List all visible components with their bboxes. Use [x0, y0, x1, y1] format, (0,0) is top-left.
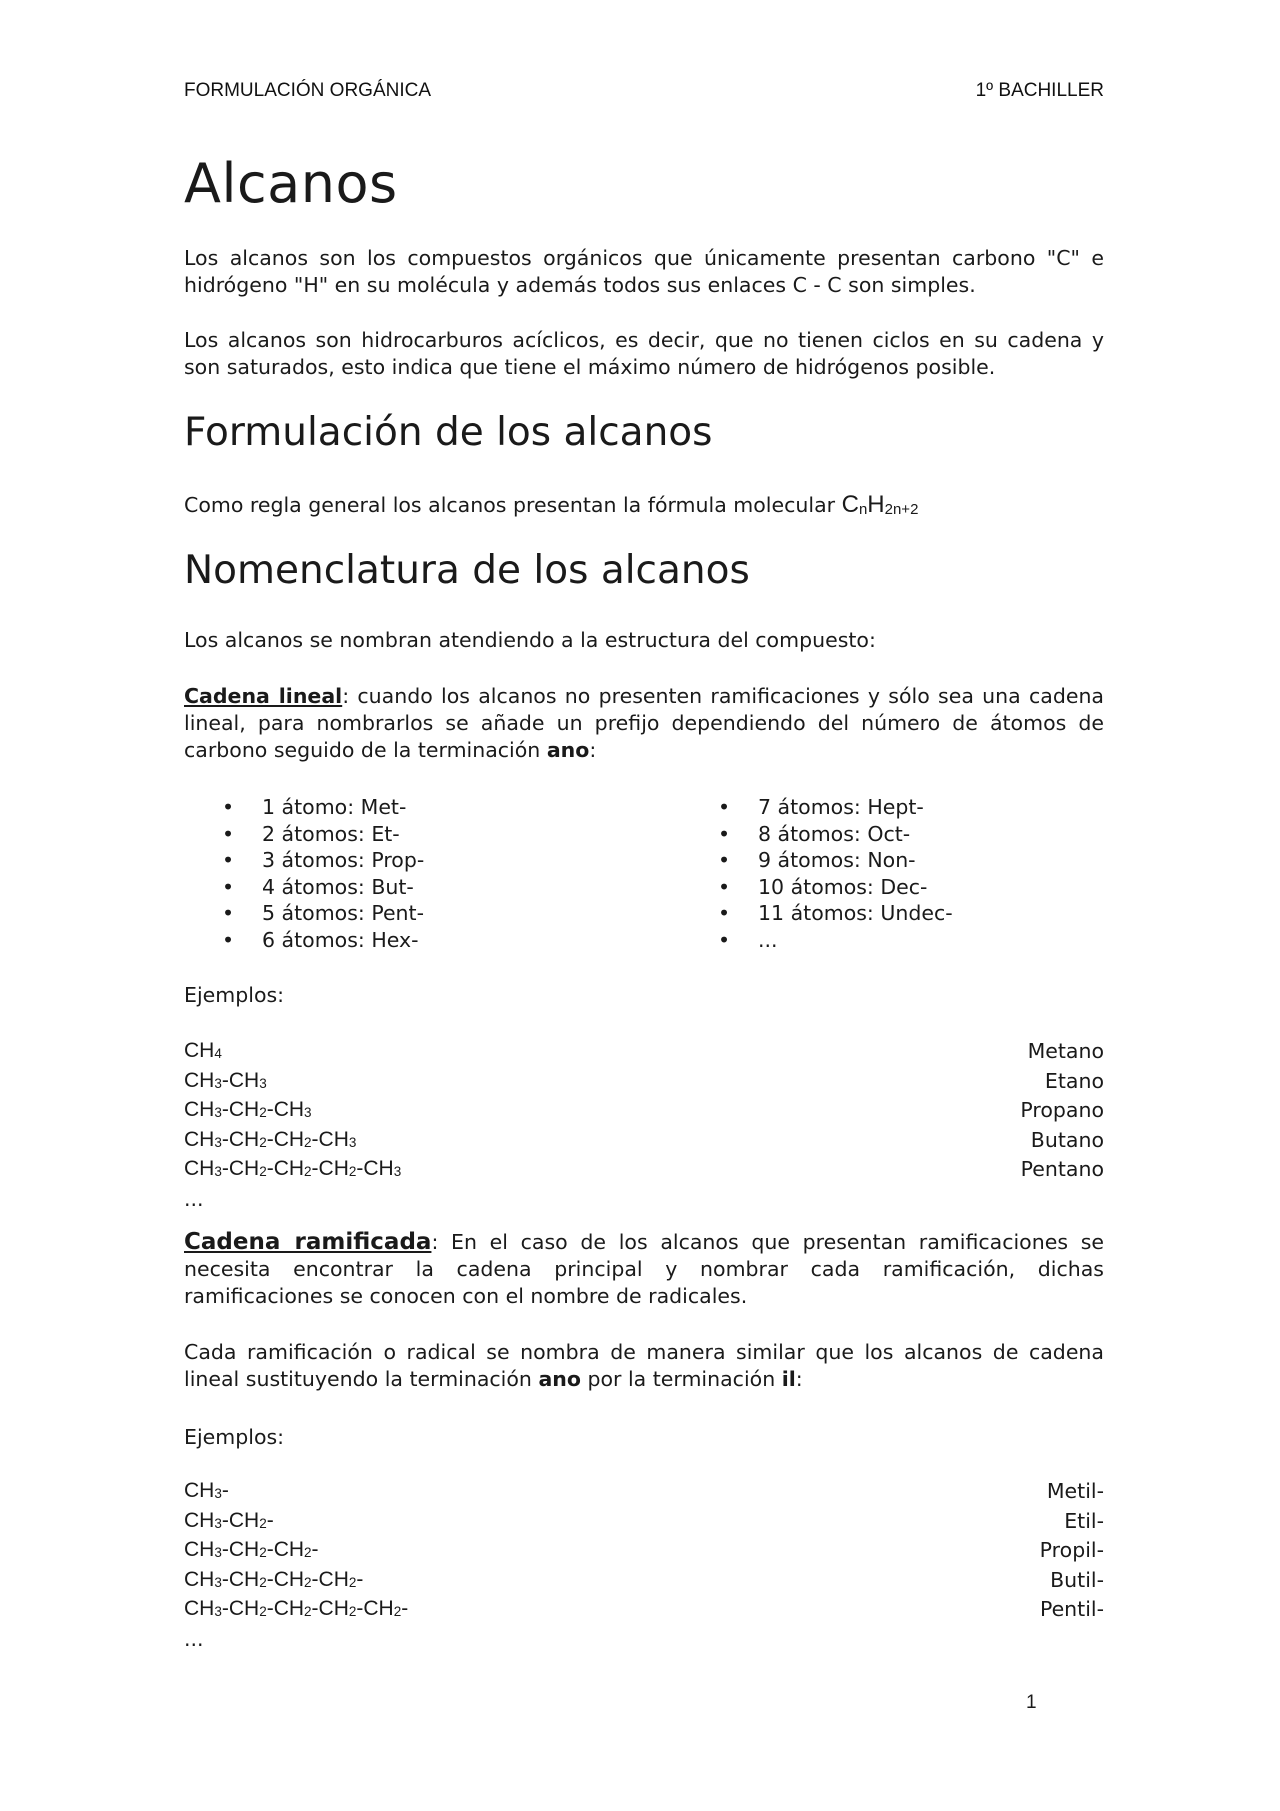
chemical-formula: $CH_4$	[184, 1039, 222, 1062]
page-title: Alcanos	[184, 152, 398, 215]
cadena-lineal-paragraph: Cadena lineal: cuando los alcanos no presenten ramificaciones y sólo sea una cadena lineal, para nombrarlos se añade un prefijo dependiendo del número de átomos de carbono seguido de la terminación ano:	[184, 684, 1104, 762]
radical-row	[184, 1508, 1104, 1538]
compound-name: Propil-	[1039, 1538, 1104, 1562]
page-number: 1	[1026, 1692, 1037, 1713]
header-right: 1º BACHILLER	[975, 80, 1104, 101]
examples-table	[184, 1038, 1104, 1212]
prefix-item: • 10 átomos: Dec-	[680, 874, 1100, 901]
nomenclatura-intro: Los alcanos se nombran atendiendo a la estructura del compuesto:	[184, 628, 876, 652]
example-row	[184, 1127, 1104, 1157]
cadena-ramificada-term: Cadena ramificada	[184, 1229, 432, 1255]
ellipsis: ...	[184, 1186, 204, 1211]
header-left: FORMULACIÓN ORGÁNICA	[184, 80, 432, 101]
compound-name: Propano	[1020, 1098, 1104, 1122]
compound-name: Metano	[1027, 1039, 1104, 1063]
chemical-formula: $CH_3-CH_2-CH_2-CH_2-CH_2-$	[184, 1597, 409, 1620]
chemical-formula: $CH_3-CH_2-CH_2-$	[184, 1538, 319, 1561]
cadena-ramificada-paragraph: Cadena ramificada: En el caso de los alcanos que presentan ramificaciones se necesita encontrar la cadena principal y nombrar cada ramificación, dichas ramificaciones se conocen con el nombre de radicales.	[184, 1229, 1104, 1308]
examples2-label: Ejemplos:	[184, 1425, 285, 1449]
intro-paragraph-2: Los alcanos son hidrocarburos acíclicos, es decir, que no tienen ciclos en su cadena y son saturados, esto indica que tiene el máximo número de hidrógenos posible.	[184, 328, 1104, 379]
chemical-formula: $CH_3-CH_2-CH_3$	[184, 1098, 312, 1121]
compound-name: Pentil-	[1039, 1597, 1104, 1621]
prefix-item: • 7 átomos: Hept-	[680, 794, 1100, 821]
general-formula: $C_nH_{2n+2}$	[841, 491, 919, 518]
compound-name: Pentano	[1020, 1157, 1104, 1181]
chemical-formula: $CH_3-CH_2-CH_2-CH_2-$	[184, 1567, 364, 1591]
example-row	[184, 1097, 1104, 1127]
chemical-formula: $CH_3-CH_2-$	[184, 1508, 274, 1532]
chemical-formula: $CH_3-$	[184, 1479, 229, 1502]
prefix-item: • 5 átomos: Pent-	[184, 900, 644, 927]
compound-name: Butano	[1030, 1127, 1104, 1152]
formula-paragraph	[184, 491, 1104, 523]
examples-label: Ejemplos:	[184, 983, 285, 1007]
prefix-item: • 6 átomos: Hex-	[184, 927, 644, 954]
chemical-formula: $CH_3-CH_2-CH_2-CH_3$	[184, 1127, 357, 1151]
heading-formulacion: Formulación de los alcanos	[184, 410, 713, 455]
prefix-list-right	[680, 794, 1100, 953]
chemical-formula: $CH_3-CH_2-CH_2-CH_2-CH_3$	[184, 1157, 402, 1180]
radical-row	[184, 1567, 1104, 1597]
prefix-list-left	[184, 794, 644, 953]
radical-row	[184, 1596, 1104, 1626]
compound-name: Butil-	[1050, 1567, 1104, 1592]
prefix-item: • 1 átomo: Met-	[184, 794, 644, 821]
prefix-item: • ...	[680, 927, 1100, 954]
radicals-table	[184, 1478, 1104, 1652]
prefix-item: • 8 átomos: Oct-	[680, 821, 1100, 848]
prefix-item: • 4 átomos: But-	[184, 874, 644, 901]
heading-nomenclatura: Nomenclatura de los alcanos	[184, 548, 750, 593]
prefix-item: • 3 átomos: Prop-	[184, 847, 644, 874]
prefix-item: • 11 átomos: Undec-	[680, 900, 1100, 927]
radical-rule-paragraph: Cada ramificación o radical se nombra de manera similar que los alcanos de cadena lineal sustituyendo la terminación ano por la terminación il:	[184, 1340, 1104, 1391]
example-row	[184, 1156, 1104, 1186]
cadena-lineal-term: Cadena lineal	[184, 684, 343, 708]
radical-row	[184, 1537, 1104, 1567]
chemical-formula: $CH_3-CH_3$	[184, 1068, 267, 1092]
example-row	[184, 1068, 1104, 1098]
ellipsis: ...	[184, 1626, 204, 1651]
intro-paragraph-1: Los alcanos son los compuestos orgánicos que únicamente presentan carbono "C" e hidrógeno "H" en su molécula y además todos sus enlaces C - C son simples.	[184, 246, 1104, 297]
formula-text: Como regla general los alcanos presentan la fórmula molecular	[184, 493, 836, 517]
compound-name: Etano	[1044, 1068, 1104, 1093]
prefix-item: • 9 átomos: Non-	[680, 847, 1100, 874]
compound-name: Metil-	[1046, 1479, 1104, 1503]
example-row	[184, 1038, 1104, 1068]
radical-row	[184, 1478, 1104, 1508]
compound-name: Etil-	[1064, 1508, 1104, 1533]
prefix-item: • 2 átomos: Et-	[184, 821, 644, 848]
